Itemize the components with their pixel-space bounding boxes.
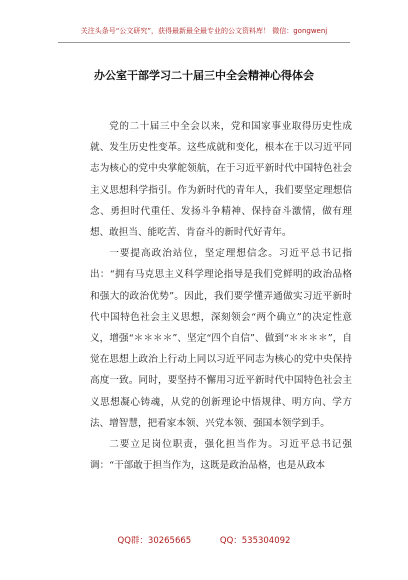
paragraph-intro: 党的二十届三中全会以来，党和国家事业取得历史性成就、发生历史性变革。这些成就和变化，根本在于以习近平同志为核心的党中央掌舵领航，在于习近平新时代中国特色社会主义思想科学指引。作为新时代的青年人，我们要坚定理想信念、勇担时代重任、发扬斗争精神、保持奋斗激情，做有理想、敢担当、能吃苦、肯奋斗的新时代好青年。 bbox=[90, 121, 352, 239]
header-promo-note: 关注头条号“公文研究”，获得最新最全最专业的公文资料库！ 微信：gongwenj bbox=[80, 27, 328, 35]
paragraph-point-one: 一要提高政治站位，坚定理想信念。习近平总书记指出：“拥有马克思主义科学理论指导是我们党鲜明的政治品格和强大的政治优势”。因此，我们要学懂弄通做实习近平新时代中国特色社会主义思想，深刻领会“两个确立”的决定性意义，增强“＊＊＊＊”、坚定“四个自信”、做到“＊＊＊＊”，自觉在思想上政治上行动上同以习近平同志为核心的党中央保持高度一致。同时，要坚持不懈用习近平新时代中国特色社会主义思想凝心铸魂，从党的创新理论中悟规律、明方向、学方法、增智慧，把看家本领、兴党本领、强国本领学到手。 bbox=[90, 248, 352, 429]
header-divider bbox=[58, 42, 350, 43]
document-title: 办公室干部学习二十届三中全会精神心得体会 bbox=[94, 69, 314, 82]
footer-contact bbox=[0, 534, 408, 546]
paragraph-point-two: 二要立足岗位职责，强化担当作为。习近平总书记强调：“干部敢于担当作为，这既是政治品格，也是从政本 bbox=[90, 439, 352, 472]
document-body bbox=[90, 116, 352, 476]
footer-qq-group: QQ群：30265665 bbox=[117, 536, 192, 546]
footer-qq-number: QQ：535304092 bbox=[219, 536, 291, 546]
